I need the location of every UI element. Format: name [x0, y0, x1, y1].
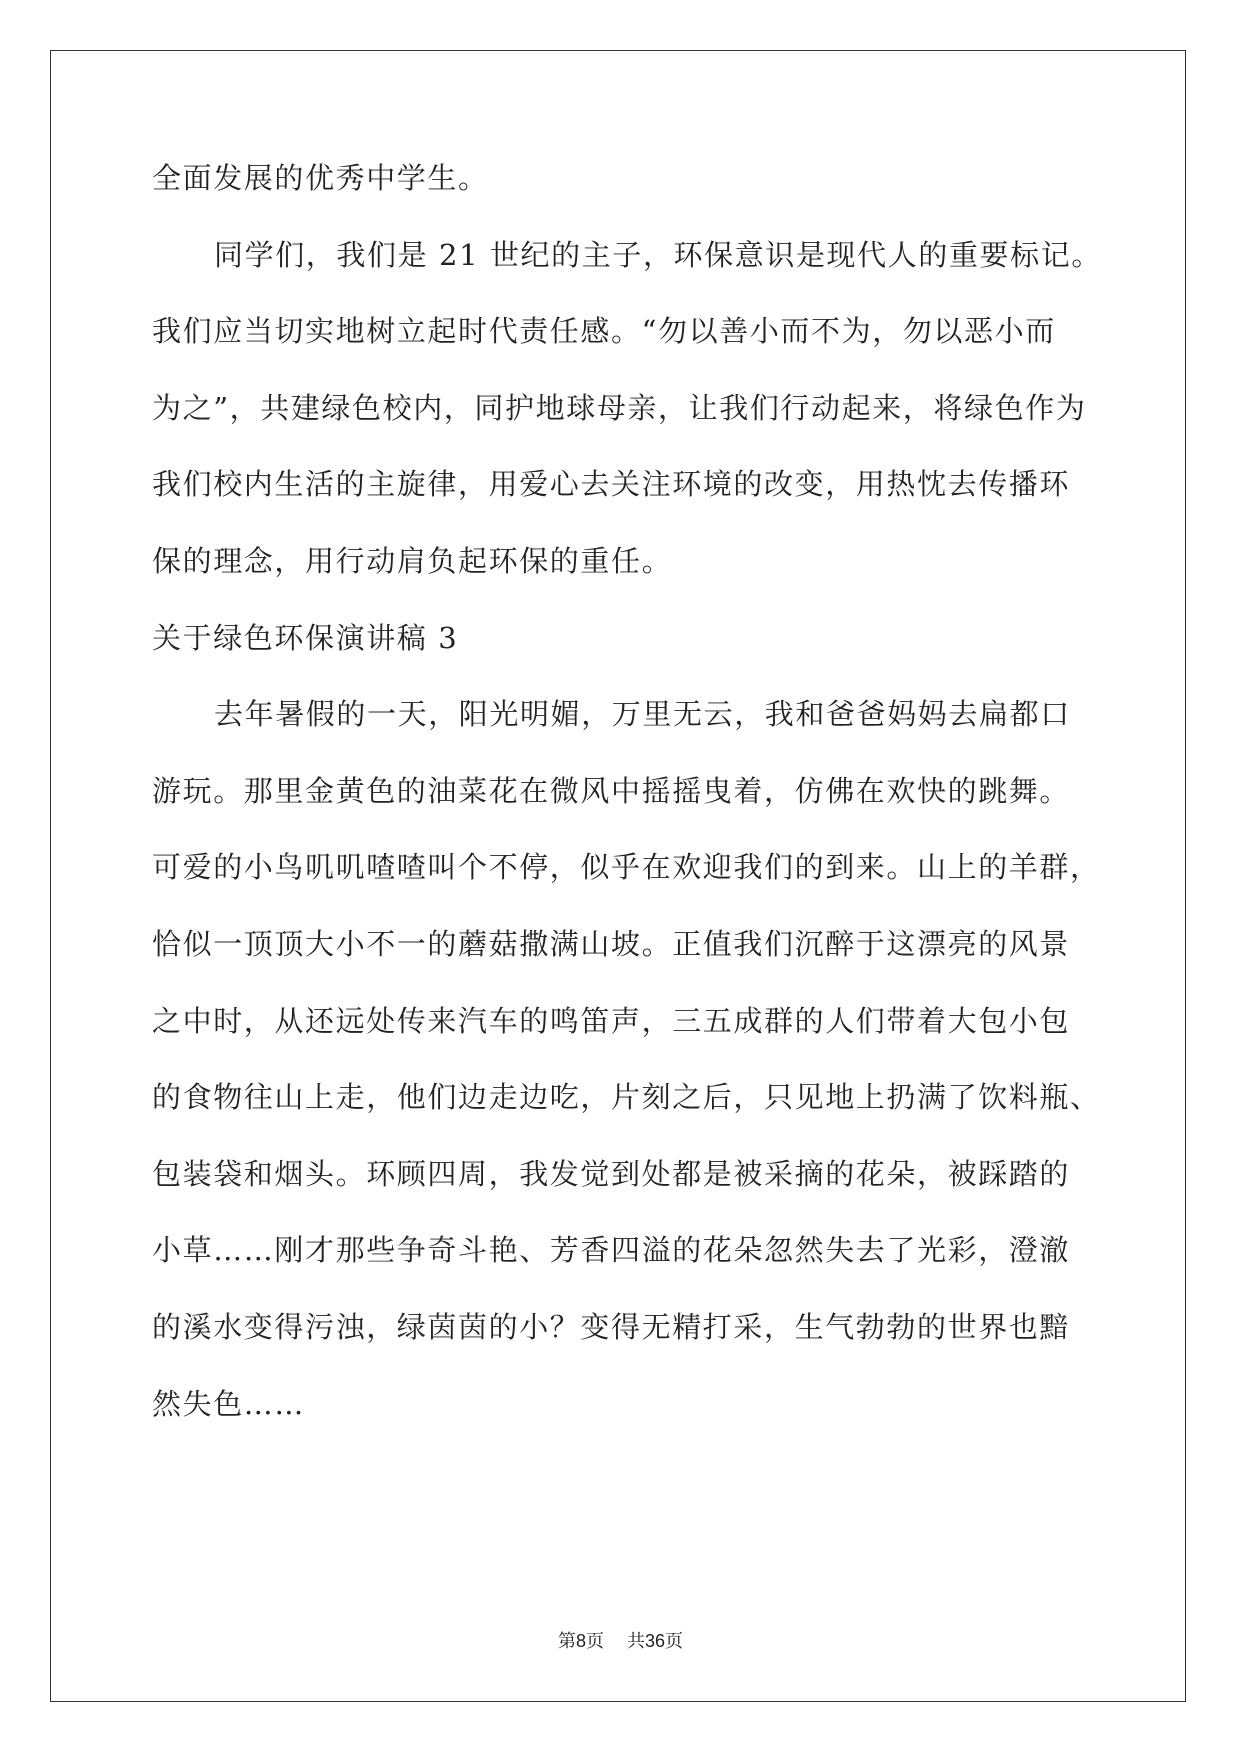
- page-suffix: 页: [586, 1631, 605, 1652]
- text-line: 小草……刚才那些争奇斗艳、芳香四溢的花朵忽然失去了光彩，澄澈: [152, 1233, 1071, 1268]
- text-line: 可爱的小鸟叽叽喳喳叫个不停，似乎在欢迎我们的到来。山上的羊群，: [152, 850, 1101, 885]
- text-line: 为之”，共建绿色校内，同护地球母亲，让我们行动起来，将绿色作为: [152, 390, 1087, 425]
- text-line: 我们应当切实地树立起时代责任感。“勿以善小而不为，勿以恶小而: [152, 314, 1056, 349]
- text-line: 包装袋和烟头。环顾四周，我发觉到处都是被采摘的花朵，被踩踏的: [152, 1156, 1071, 1191]
- text-line: 全面发展的优秀中学生。: [152, 161, 489, 195]
- text-line: 之中时，从还远处传来汽车的鸣笛声，三五成群的人们带着大包小包: [152, 1003, 1071, 1038]
- text-line: 游玩。那里金黄色的油菜花在微风中摇摇曳着，仿佛在欢快的跳舞。: [152, 773, 1071, 808]
- document-body: [152, 160, 1112, 1462]
- page-number: 8: [576, 1631, 587, 1651]
- text-line: 恰似一顶顶大小不一的蘑菇撒满山坡。正值我们沉醉于这漂亮的风景: [152, 926, 1071, 961]
- text-line: 的食物往山上走，他们边走边吃，片刻之后，只见地上扔满了饮料瓶、: [152, 1080, 1101, 1115]
- text-line: 我们校内生活的主旋律，用爱心去关注环境的改变，用热忱去传播环: [152, 467, 1071, 502]
- section-heading: 关于绿色环保演讲稿 3: [152, 620, 459, 655]
- text-line: 保的理念，用行动肩负起环保的重任。: [152, 543, 673, 578]
- page-prefix: 第: [558, 1631, 577, 1652]
- text-line: 然失色……: [152, 1386, 306, 1421]
- total-prefix: 共: [626, 1631, 645, 1652]
- total-suffix: 页: [664, 1631, 683, 1652]
- text-line: 的溪水变得污浊，绿茵茵的小？变得无精打采，生气勃勃的世界也黯: [152, 1309, 1071, 1344]
- paragraph-start-line: 去年暑假的一天，阳光明媚，万里无云，我和爸爸妈妈去扁都口: [214, 697, 1071, 732]
- page-footer: [0, 1627, 1241, 1653]
- total-pages: 36: [644, 1631, 665, 1651]
- paragraph-start-line: 同学们，我们是 21 世纪的主子，环保意识是现代人的重要标记。: [214, 237, 1102, 272]
